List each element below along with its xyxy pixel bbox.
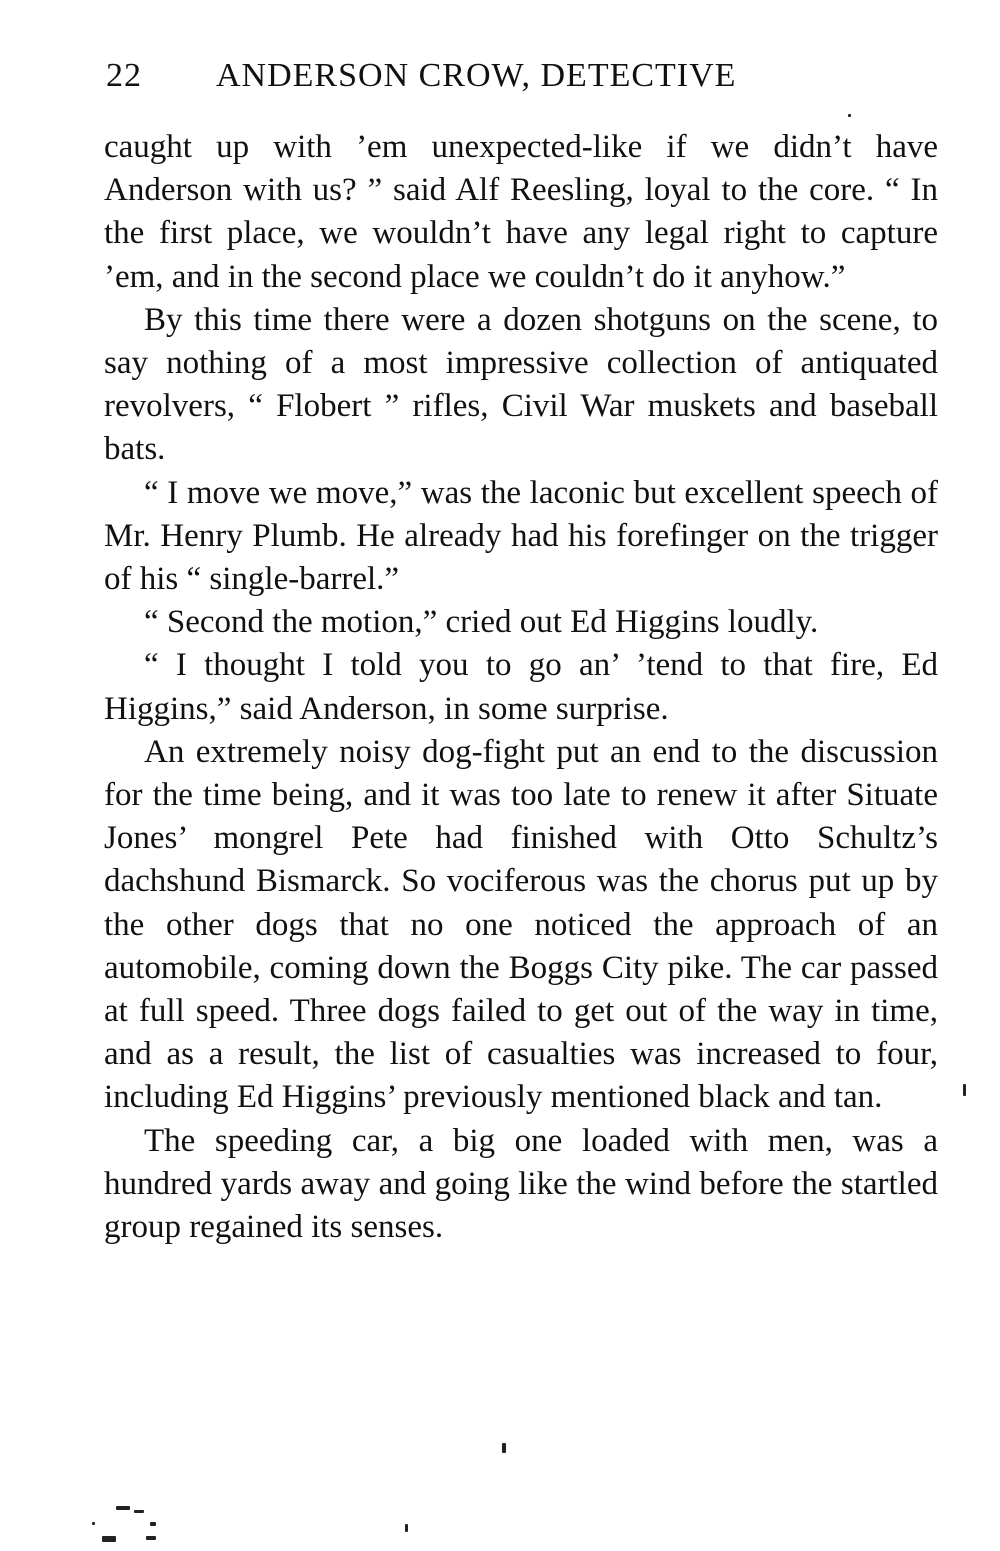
paragraph: “ Second the motion,” cried out Ed Higgins loudly. xyxy=(144,604,819,641)
paragraph: “ I thought I told you to go an’ ’tend to that fire, Ed Higgins,” said Anderson, in some surprise. xyxy=(104,647,938,727)
paragraph: The speeding car, a big one loaded with men, was a hundred yards away and going like the wind before the startled group regained its senses. xyxy=(104,1122,938,1246)
page-number: 22 xyxy=(106,57,142,94)
paragraph: caught up with ’em unexpected-like if we didn’t have Anderson with us? ” said Alf Reesling, loyal to the core. “ In the first place, we wouldn’t have any legal right to capture ’em, and in the second place we couldn’t do it anyhow.” xyxy=(104,129,938,295)
scan-speck xyxy=(150,1522,156,1526)
scan-speck xyxy=(963,1084,966,1096)
scan-speck xyxy=(102,1536,116,1542)
scan-speck xyxy=(134,1510,144,1513)
paragraph: An extremely noisy dog-fight put an end to the discussion for the time being, and it was too late to renew it after Situate Jones’ mongrel Pete had finished with Otto Schultz’s dachshund Bismarck. So vociferous was the chorus put up by the other dogs that no one noticed the approach of an automobile, coming down the Boggs City pike. The car passed at full speed. Three dogs failed to get out of the way in time, and as a result, the list of casualties was increased to four, including Ed Higgins’ previously mentioned black and tan. xyxy=(104,733,938,1116)
scan-speck xyxy=(502,1443,506,1453)
scan-speck xyxy=(92,1522,95,1525)
paragraph: “ I move we move,” was the laconic but excellent speech of Mr. Henry Plumb. He already had his forefinger on the trigger of his “ single-barrel.” xyxy=(104,474,938,598)
scan-speck xyxy=(405,1524,408,1532)
scan-speck xyxy=(116,1506,130,1510)
scan-speck xyxy=(146,1536,156,1540)
running-head xyxy=(106,54,936,98)
body-text xyxy=(104,126,938,1249)
paragraph: By this time there were a dozen shotguns on the scene, to say nothing of a most impressive collection of antiquated revolvers, “ Flobert ” rifles, Civil War muskets and baseball bats. xyxy=(104,301,938,468)
book-title: ANDERSON CROW, DETECTIVE xyxy=(216,57,737,94)
scan-speck xyxy=(848,114,851,117)
